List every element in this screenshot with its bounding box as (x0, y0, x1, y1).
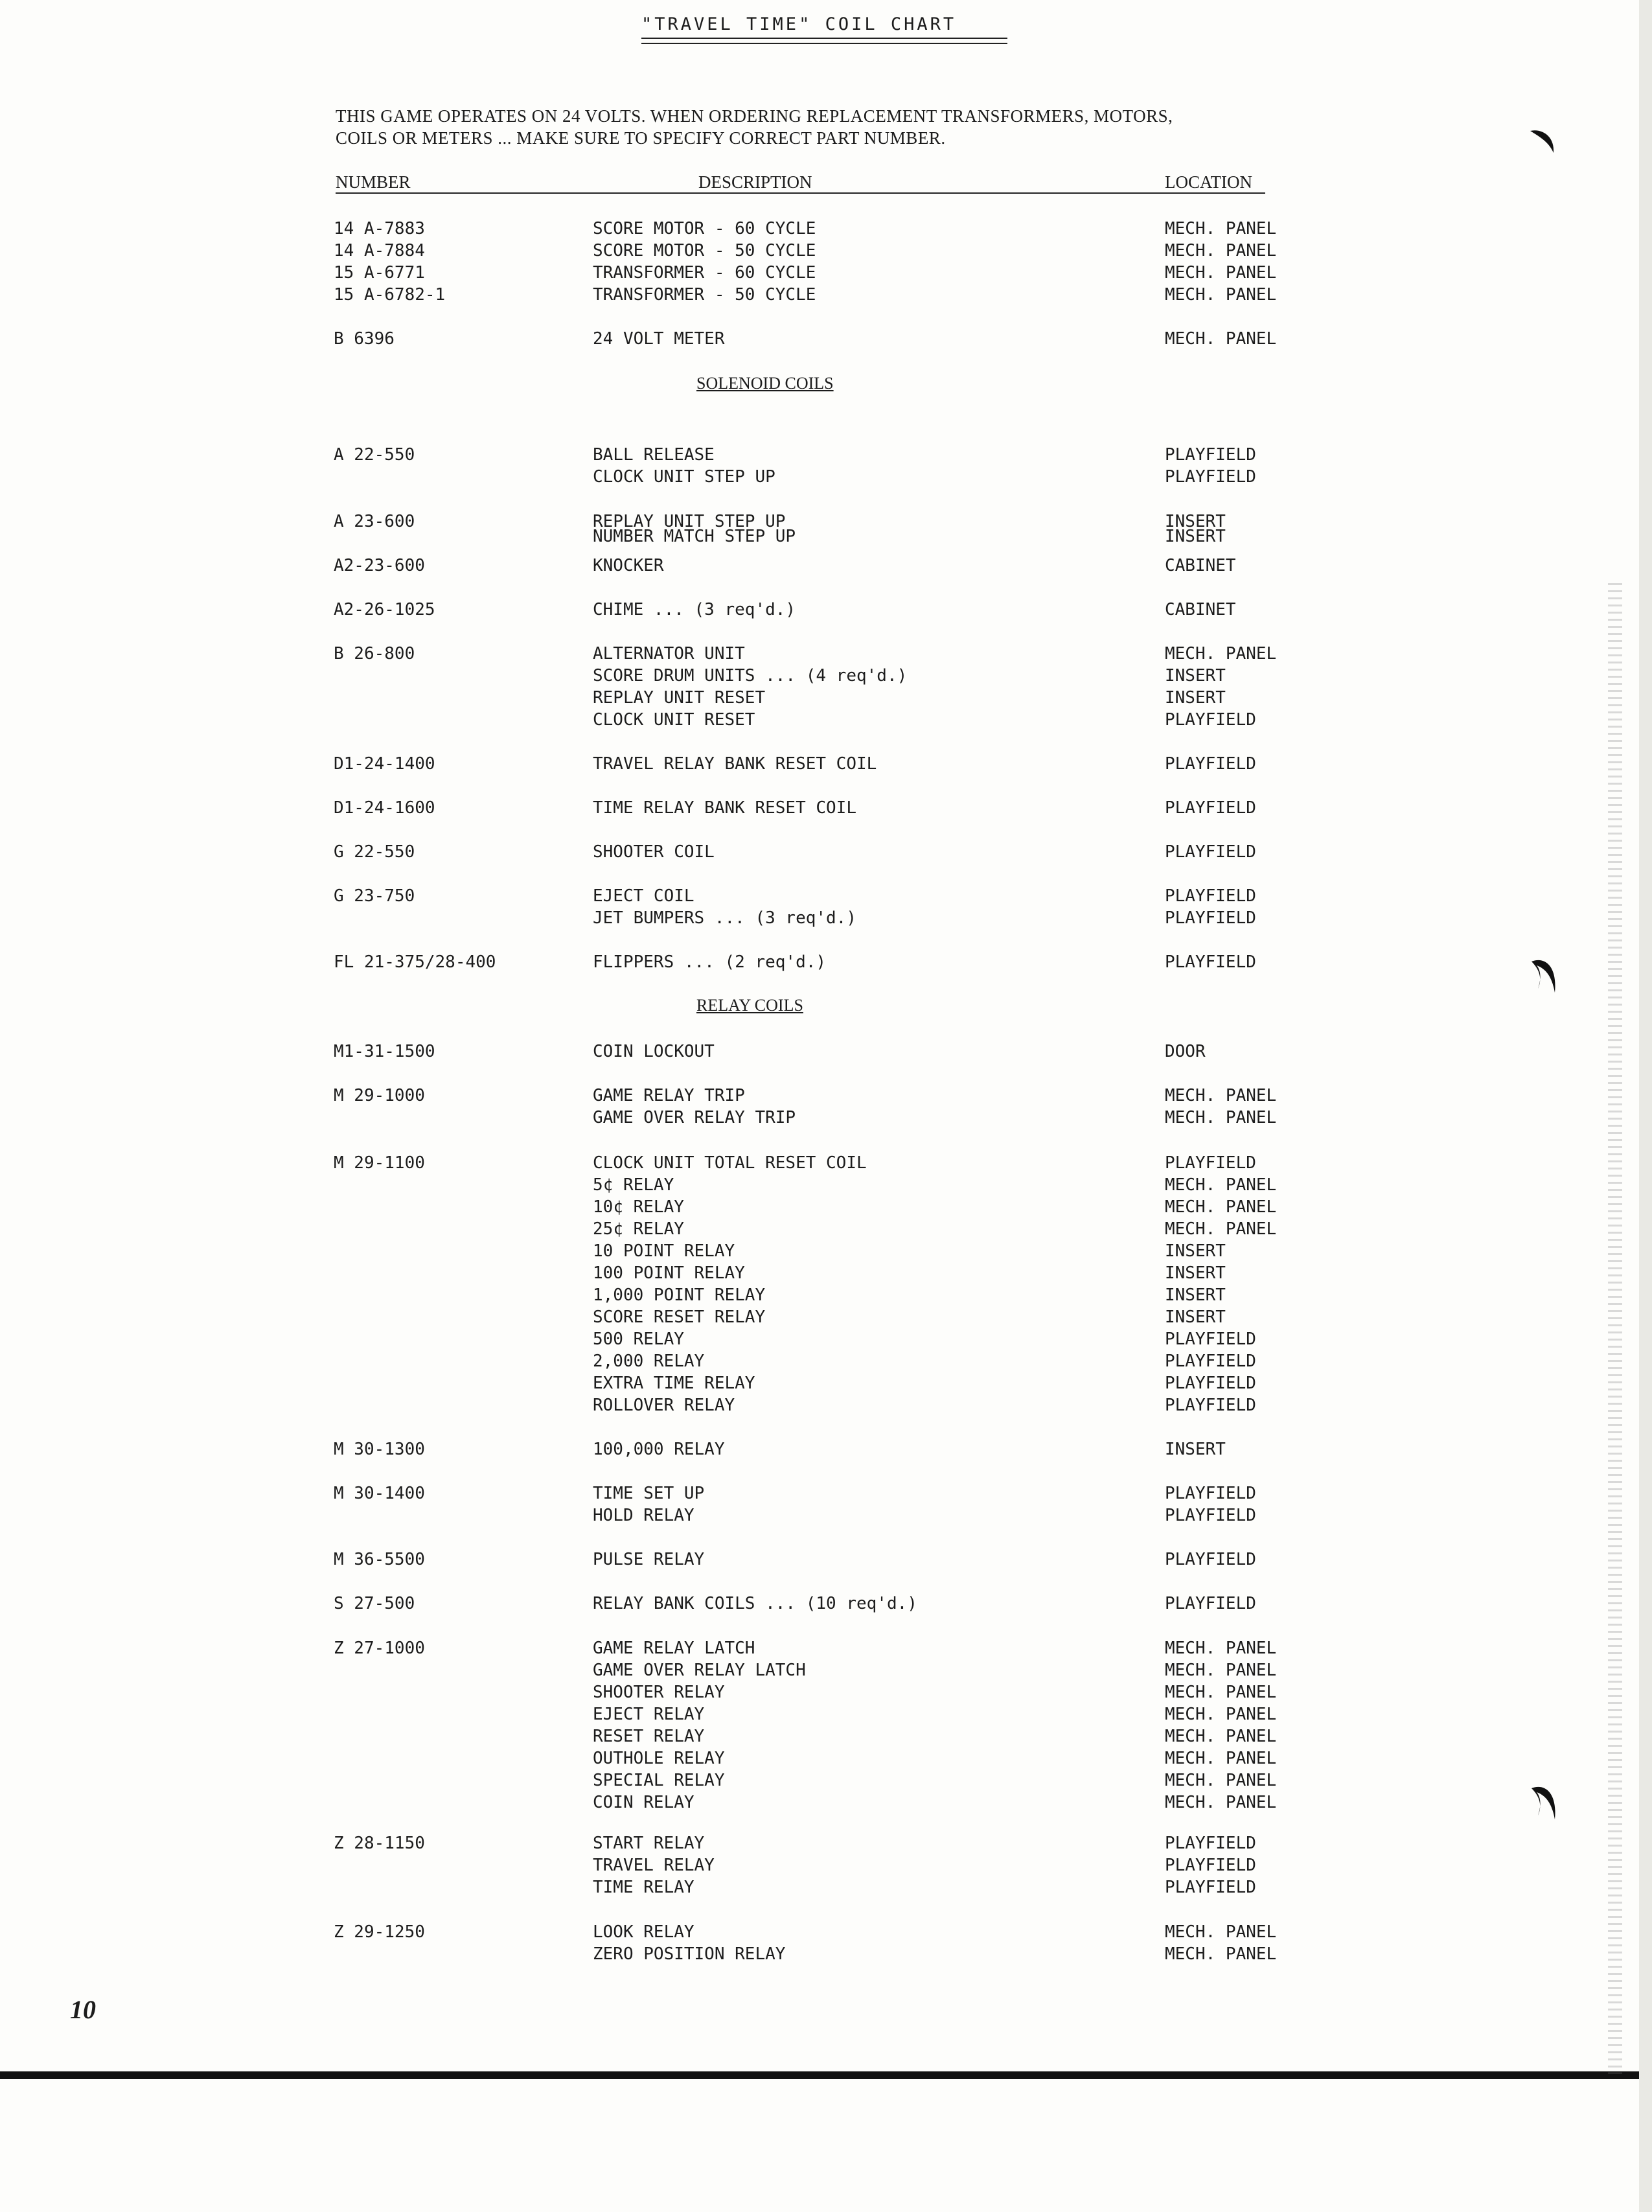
binder-hole-top (1528, 127, 1557, 167)
coil-description: GAME RELAY LATCH (593, 1639, 755, 1658)
coil-number: M 29-1100 (334, 1153, 425, 1173)
coil-description: CHIME ... (3 req'd.) (593, 600, 796, 619)
intro-paragraph (336, 105, 1173, 149)
coil-number: A 22-550 (334, 445, 415, 465)
coil-location: INSERT (1165, 527, 1226, 546)
binder-hole-middle (1529, 955, 1559, 995)
section-heading-relay: RELAY COILS (696, 996, 803, 1015)
coil-number: A2-26-1025 (334, 600, 435, 619)
coil-description: SCORE RESET RELAY (593, 1308, 766, 1327)
coil-location: MECH. PANEL (1165, 1108, 1277, 1127)
coil-location: INSERT (1165, 688, 1226, 708)
coil-description: SHOOTER RELAY (593, 1683, 725, 1702)
coil-number: G 23-750 (334, 886, 415, 906)
bottom-bar (0, 2071, 1652, 2079)
coil-description: 1,000 POINT RELAY (593, 1285, 766, 1305)
coil-description: KNOCKER (593, 556, 664, 575)
coil-number: D1-24-1600 (334, 798, 435, 818)
coil-description: SCORE MOTOR - 50 CYCLE (593, 241, 816, 260)
coil-description: TIME RELAY BANK RESET COIL (593, 798, 856, 818)
coil-location: MECH. PANEL (1165, 329, 1277, 349)
coil-location: INSERT (1165, 666, 1226, 685)
coil-location: MECH. PANEL (1165, 1771, 1277, 1790)
coil-description: 10¢ RELAY (593, 1197, 684, 1217)
coil-location: MECH. PANEL (1165, 1086, 1277, 1105)
coil-location: PLAYFIELD (1165, 754, 1256, 774)
page-edge (1639, 0, 1652, 2212)
coil-description: ZERO POSITION RELAY (593, 1944, 786, 1964)
coil-description: GAME OVER RELAY TRIP (593, 1108, 796, 1127)
coil-location: PLAYFIELD (1165, 1856, 1256, 1875)
coil-location: PLAYFIELD (1165, 1374, 1256, 1393)
coil-location: MECH. PANEL (1165, 1749, 1277, 1768)
coil-location: MECH. PANEL (1165, 263, 1277, 282)
coil-description: SCORE DRUM UNITS ... (4 req'd.) (593, 666, 908, 685)
coil-description: EXTRA TIME RELAY (593, 1374, 755, 1393)
coil-number: S 27-500 (334, 1594, 415, 1613)
coil-location: PLAYFIELD (1165, 445, 1256, 465)
coil-location: MECH. PANEL (1165, 1922, 1277, 1942)
coil-description: START RELAY (593, 1834, 705, 1853)
coil-description: TIME SET UP (593, 1484, 705, 1503)
coil-description: RELAY BANK COILS ... (10 req'd.) (593, 1594, 917, 1613)
coil-description: JET BUMPERS ... (3 req'd.) (593, 908, 856, 928)
coil-number: M1-31-1500 (334, 1042, 435, 1061)
coil-number: 14 A-7884 (334, 241, 425, 260)
binder-hole-bottom (1529, 1782, 1559, 1822)
coil-location: PLAYFIELD (1165, 1834, 1256, 1853)
coil-description: TRAVEL RELAY BANK RESET COIL (593, 754, 877, 774)
coil-location: PLAYFIELD (1165, 1396, 1256, 1415)
coil-number: B 6396 (334, 329, 395, 349)
coil-number: G 22-550 (334, 842, 415, 862)
coil-description: TRAVEL RELAY (593, 1856, 715, 1875)
title-underline (641, 38, 1007, 39)
coil-location: MECH. PANEL (1165, 1175, 1277, 1195)
coil-description: SPECIAL RELAY (593, 1771, 725, 1790)
coil-description: CLOCK UNIT RESET (593, 710, 755, 730)
coil-number: M 30-1300 (334, 1440, 425, 1459)
coil-description: NUMBER MATCH STEP UP (593, 527, 796, 546)
coil-description: COIN RELAY (593, 1793, 694, 1812)
coil-description: REPLAY UNIT RESET (593, 688, 766, 708)
column-header-number: NUMBER (336, 172, 411, 192)
coil-description: OUTHOLE RELAY (593, 1749, 725, 1768)
scan-edge-noise (1608, 583, 1622, 2073)
coil-location: INSERT (1165, 1440, 1226, 1459)
coil-description: COIN LOCKOUT (593, 1042, 715, 1061)
coil-number: M 29-1000 (334, 1086, 425, 1105)
coil-description: ALTERNATOR UNIT (593, 644, 745, 663)
coil-description: HOLD RELAY (593, 1506, 694, 1525)
coil-description: REPLAY UNIT STEP UP (593, 512, 786, 531)
title-underline-second (641, 43, 1007, 44)
coil-description: PULSE RELAY (593, 1550, 705, 1569)
coil-description: EJECT RELAY (593, 1705, 705, 1724)
coil-description: CLOCK UNIT STEP UP (593, 467, 775, 487)
coil-description: BALL RELEASE (593, 445, 715, 465)
coil-location: PLAYFIELD (1165, 1352, 1256, 1371)
coil-location: PLAYFIELD (1165, 1878, 1256, 1897)
coil-location: PLAYFIELD (1165, 798, 1256, 818)
intro-line-2: COILS OR METERS ... MAKE SURE TO SPECIFY CORRECT PART NUMBER. (336, 128, 946, 148)
coil-location: MECH. PANEL (1165, 1197, 1277, 1217)
page-title: "TRAVEL TIME" COIL CHART (641, 14, 957, 34)
coil-location: MECH. PANEL (1165, 644, 1277, 663)
coil-description: 500 RELAY (593, 1330, 684, 1349)
header-rule (336, 192, 1265, 194)
coil-number: M 30-1400 (334, 1484, 425, 1503)
coil-location: PLAYFIELD (1165, 908, 1256, 928)
coil-description: SCORE MOTOR - 60 CYCLE (593, 219, 816, 238)
coil-number: B 26-800 (334, 644, 415, 663)
page-number: 10 (70, 1995, 96, 2024)
coil-number: M 36-5500 (334, 1550, 425, 1569)
coil-location: MECH. PANEL (1165, 1793, 1277, 1812)
coil-location: MECH. PANEL (1165, 1639, 1277, 1658)
coil-location: PLAYFIELD (1165, 1550, 1256, 1569)
coil-description: RESET RELAY (593, 1727, 705, 1746)
intro-line-1: THIS GAME OPERATES ON 24 VOLTS. WHEN ORDERING REPLACEMENT TRANSFORMERS, MOTORS, (336, 106, 1173, 126)
coil-location: INSERT (1165, 1263, 1226, 1283)
coil-location: PLAYFIELD (1165, 886, 1256, 906)
coil-description: GAME OVER RELAY LATCH (593, 1661, 806, 1680)
coil-description: 25¢ RELAY (593, 1219, 684, 1239)
coil-description: TIME RELAY (593, 1878, 694, 1897)
coil-description: EJECT COIL (593, 886, 694, 906)
coil-location: CABINET (1165, 556, 1236, 575)
column-header-description: DESCRIPTION (698, 172, 812, 192)
column-header-location: LOCATION (1165, 172, 1252, 192)
coil-description: 100 POINT RELAY (593, 1263, 745, 1283)
coil-number: 15 A-6782-1 (334, 285, 446, 305)
coil-location: MECH. PANEL (1165, 1727, 1277, 1746)
coil-location: PLAYFIELD (1165, 1330, 1256, 1349)
coil-description: 24 VOLT METER (593, 329, 725, 349)
coil-location: PLAYFIELD (1165, 710, 1256, 730)
coil-location: PLAYFIELD (1165, 952, 1256, 972)
coil-location: MECH. PANEL (1165, 1705, 1277, 1724)
coil-location: PLAYFIELD (1165, 842, 1256, 862)
coil-number: FL 21-375/28-400 (334, 952, 496, 972)
coil-number: 14 A-7883 (334, 219, 425, 238)
coil-location: MECH. PANEL (1165, 219, 1277, 238)
coil-location: INSERT (1165, 1241, 1226, 1261)
coil-description: SHOOTER COIL (593, 842, 715, 862)
coil-number: A2-23-600 (334, 556, 425, 575)
coil-location: INSERT (1165, 1285, 1226, 1305)
coil-location: INSERT (1165, 1308, 1226, 1327)
coil-description: 5¢ RELAY (593, 1175, 674, 1195)
coil-location: MECH. PANEL (1165, 1683, 1277, 1702)
coil-location: MECH. PANEL (1165, 1944, 1277, 1964)
coil-location: PLAYFIELD (1165, 1153, 1256, 1173)
coil-number: 15 A-6771 (334, 263, 425, 282)
section-heading-solenoid: SOLENOID COILS (696, 374, 834, 393)
coil-location: MECH. PANEL (1165, 285, 1277, 305)
coil-number: Z 28-1150 (334, 1834, 425, 1853)
coil-location: MECH. PANEL (1165, 241, 1277, 260)
coil-location: INSERT (1165, 512, 1226, 531)
coil-description: FLIPPERS ... (2 req'd.) (593, 952, 827, 972)
coil-location: PLAYFIELD (1165, 1484, 1256, 1503)
coil-location: MECH. PANEL (1165, 1661, 1277, 1680)
coil-description: TRANSFORMER - 50 CYCLE (593, 285, 816, 305)
coil-description: 100,000 RELAY (593, 1440, 725, 1459)
coil-description: 2,000 RELAY (593, 1352, 705, 1371)
coil-description: 10 POINT RELAY (593, 1241, 735, 1261)
coil-location: PLAYFIELD (1165, 467, 1256, 487)
coil-description: GAME RELAY TRIP (593, 1086, 745, 1105)
coil-location: PLAYFIELD (1165, 1506, 1256, 1525)
coil-location: CABINET (1165, 600, 1236, 619)
coil-location: DOOR (1165, 1042, 1206, 1061)
coil-number: Z 27-1000 (334, 1639, 425, 1658)
coil-description: TRANSFORMER - 60 CYCLE (593, 263, 816, 282)
coil-number: Z 29-1250 (334, 1922, 425, 1942)
coil-location: MECH. PANEL (1165, 1219, 1277, 1239)
coil-description: CLOCK UNIT TOTAL RESET COIL (593, 1153, 867, 1173)
coil-number: A 23-600 (334, 512, 415, 531)
coil-description: LOOK RELAY (593, 1922, 694, 1942)
coil-number: D1-24-1400 (334, 754, 435, 774)
coil-description: ROLLOVER RELAY (593, 1396, 735, 1415)
coil-location: PLAYFIELD (1165, 1594, 1256, 1613)
